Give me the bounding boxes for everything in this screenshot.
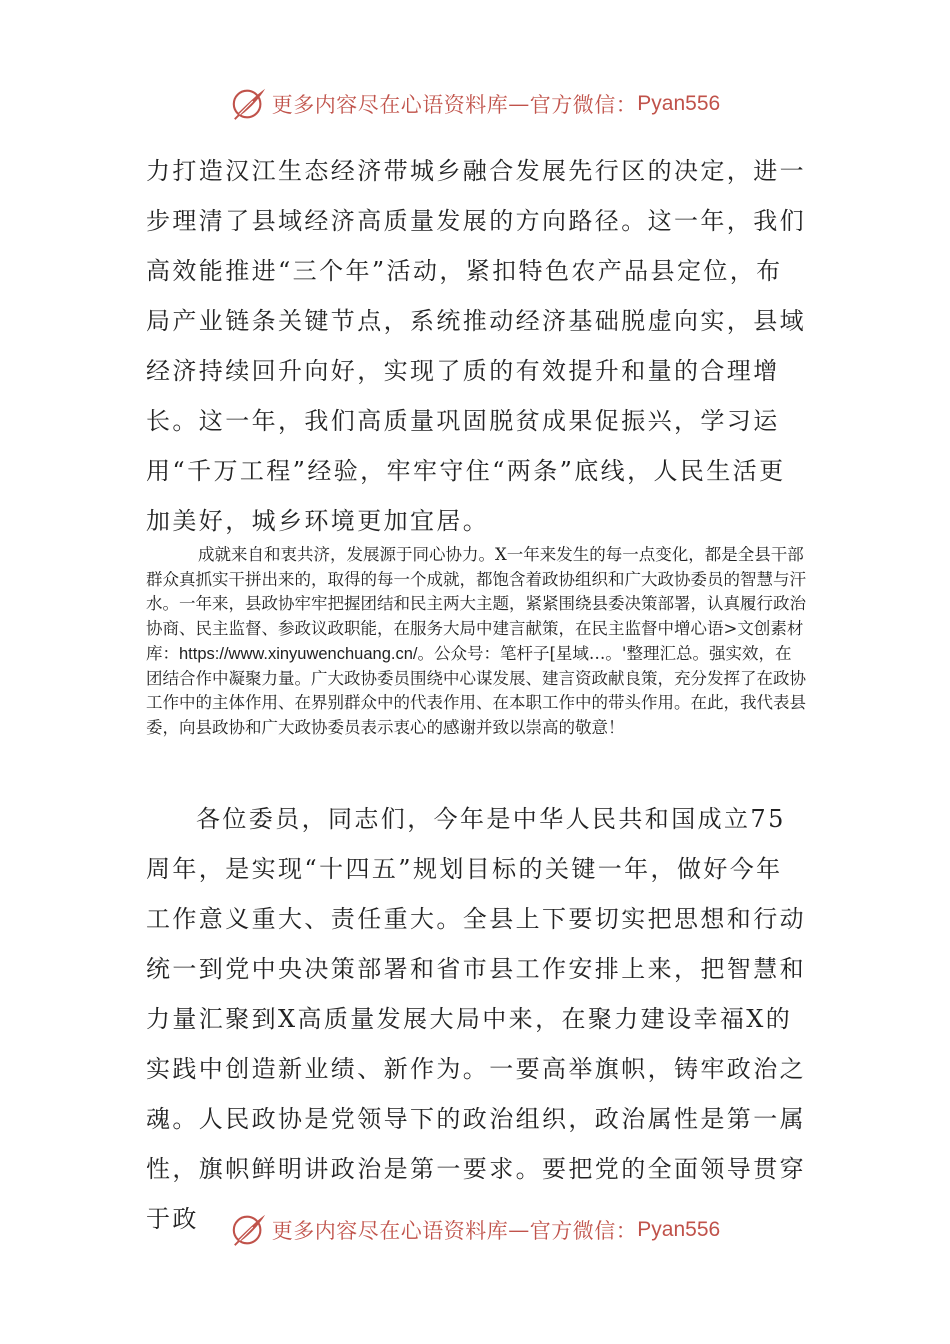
header-banner [0, 82, 950, 126]
footer-banner-main-text: 更多内容尽在心语资料库 [271, 1219, 509, 1243]
header-banner-dash: — [508, 92, 530, 116]
body-paragraph-2 [146, 543, 806, 741]
paragraph-2-text-before-url: 成就来自和衷共济，发展源于同心协力。X一年来发生的每一点变化，都是全县干部群众真抓实干拼出来的，取得的每一个成就，都饱含着政协组织和广大政协委员的智慧与汗水。一年来，县政协牢牢把握团结和民主两大主题，紧紧围绕县委决策部署，认真履行政治协商、民主监督、参政议政职能，在服务大局中建言献策，在民主监督中增心语>文创素材库： [146, 545, 806, 663]
header-banner-wechat-label: 官方微信： [529, 93, 638, 117]
header-banner-main-text: 更多内容尽在心语资料库 [271, 93, 509, 117]
body-paragraph-1: 力打造汉江生态经济带城乡融合发展先行区的决定，进一步理清了县域经济高质量发展的方向路径。这一年，我们高效能推进“三个年”活动，紧扣特色农产品县定位，布局产业链条关键节点，系统推动经济基础脱虚向实，县域经济持续回升向好，实现了质的有效提升和量的合理增长。这一年，我们高质量巩固脱贫成果促振兴，学习运用“千万工程”经验，牢牢守住“两条”底线，人民生活更加美好，城乡环境更加宜居。 [146, 157, 806, 535]
footer-banner-wechat-label: 官方微信： [529, 1219, 638, 1243]
footer-banner-dash: — [508, 1218, 530, 1242]
quill-pen-logo-icon [230, 1211, 268, 1249]
footer-banner-wechat-id: Pyan556 [637, 1218, 721, 1241]
header-banner-wechat-id: Pyan556 [637, 92, 721, 115]
footer-banner [0, 1208, 950, 1252]
quill-pen-logo-icon [230, 85, 268, 123]
body-paragraph-3: 各位委员，同志们，今年是中华人民共和国成立75周年，是实现“十四五”规划目标的关键一年，做好今年工作意义重大、责任重大。全县上下要切实把思想和行动统一到党中央决策部署和省市县工作安排上来，把智慧和力量汇聚到X高质量发展大局中来，在聚力建设幸福X的实践中创造新业绩、新作为。一要高举旗帜，铸牢政治之魂。人民政协是党领导下的政治组织，政治属性是第一属性，旗帜鲜明讲政治是第一要求。要把党的全面领导贯穿于政 [146, 805, 806, 1233]
paragraph-2-url: https://www.xinyuwenchuang.cn/ [179, 644, 418, 663]
paragraph-2-text-after-url: 。公众号：笔杆子[星域…。'整理汇总。强实效，在团结合作中凝聚力量。广大政协委员围绕中心谋发展、建言资政献良策，充分发挥了在政协工作中的主体作用、在界别群众中的代表作用、在本职工作中的带头作用。在此，我代表县委，向县政协和广大政协委员表示衷心的感谢并致以崇高的敬意！ [146, 643, 806, 737]
